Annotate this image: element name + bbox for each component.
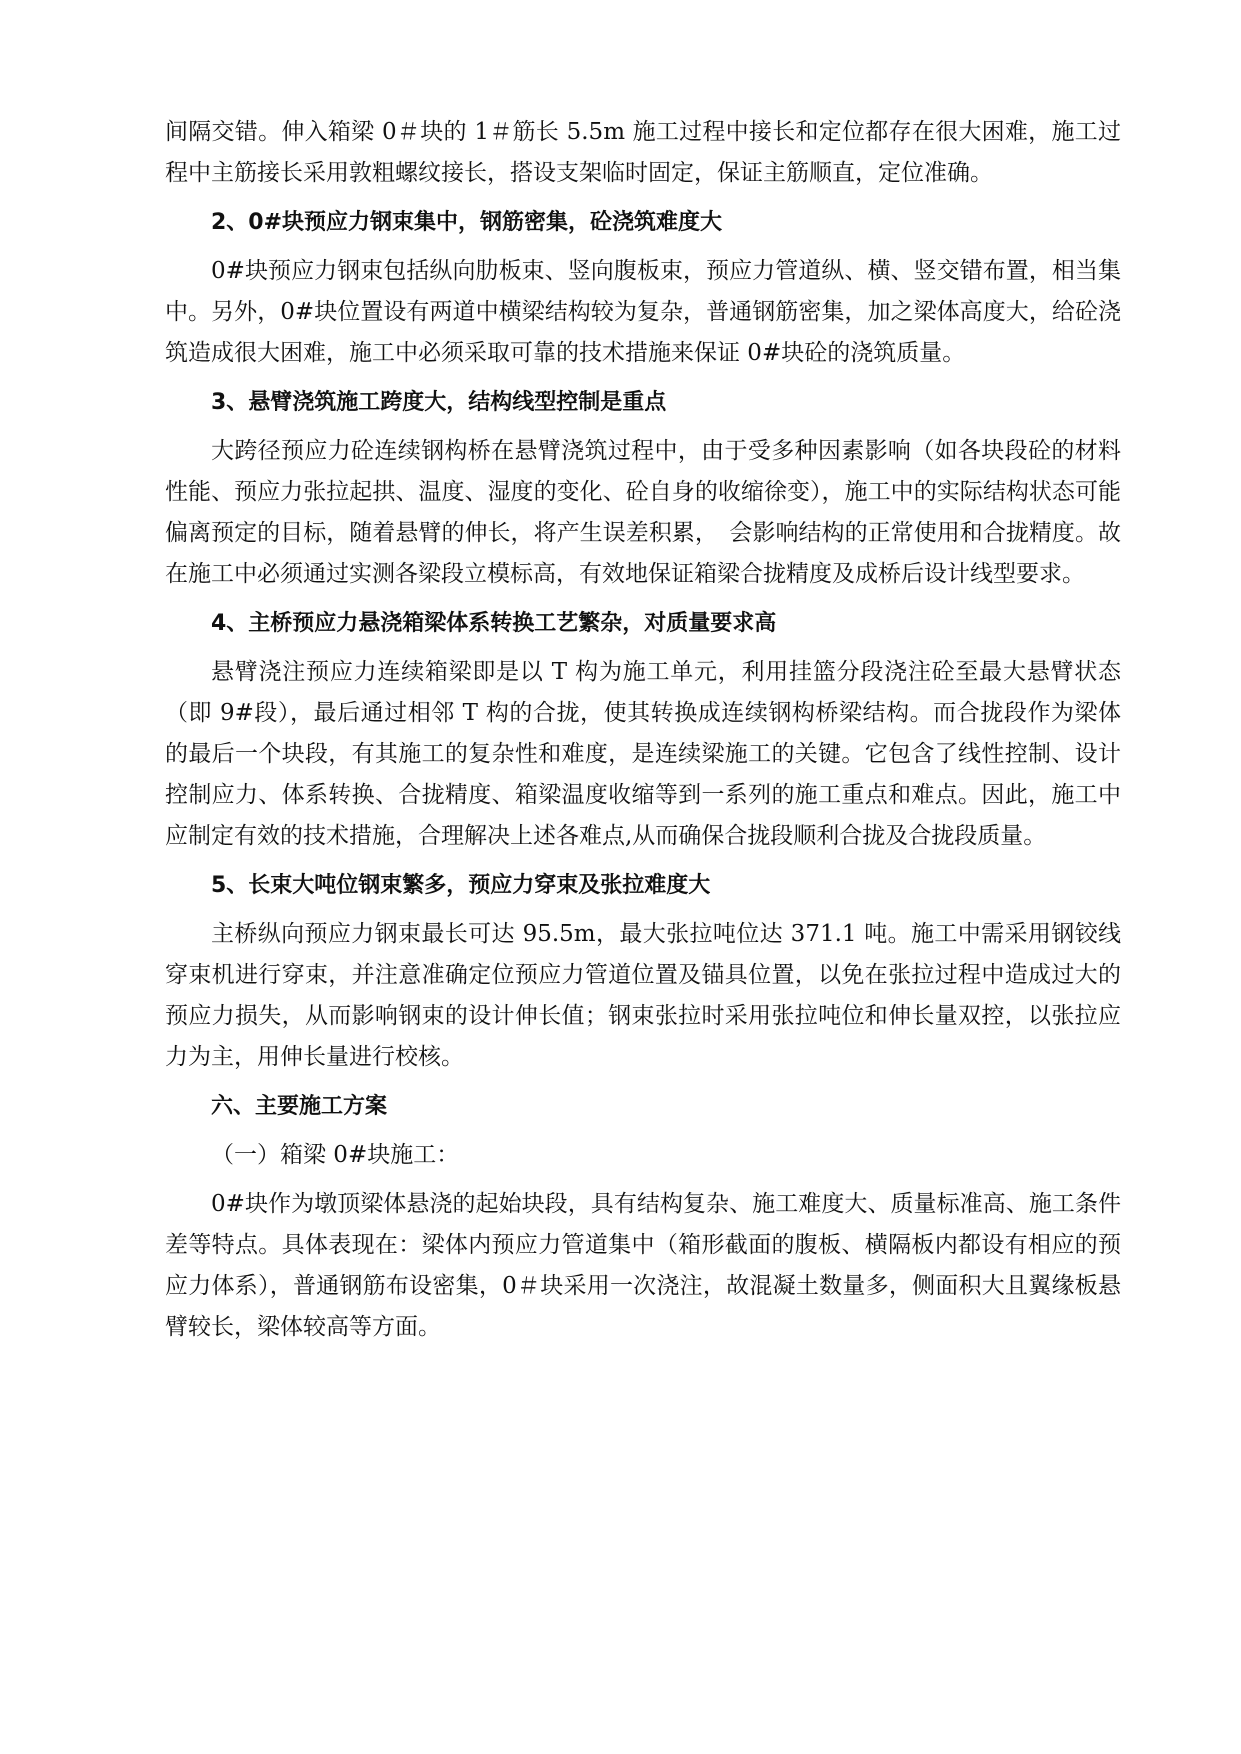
- paragraph-block-0-construction: 0#块作为墩顶梁体悬浇的起始块段，具有结构复杂、施工难度大、质量标准高、施工条件差等特点。具体表现在：梁体内预应力管道集中（箱形截面的腹板、横隔板内都设有相应的预应力体系），普通钢筋布设密集，0＃块采用一次浇注，故混凝土数量多，侧面积大且翼缘板悬臂较长，梁体较高等方面。: [165, 1191, 1121, 1340]
- paragraph-section-5: 主桥纵向预应力钢束最长可达 95.5m，最大张拉吨位达 371.1 吨。施工中需采用钢铰线穿束机进行穿束，并注意准确定位预应力管道位置及锚具位置，以免在张拉过程中造成过大的预应力损失，从而影响钢束的设计伸长值；钢束张拉时采用张拉吨位和伸长量双控，以张拉应力为主，用伸长量进行校核。: [165, 921, 1121, 1070]
- heading-section-5: 5、长束大吨位钢束繁多，预应力穿束及张拉难度大: [211, 873, 711, 898]
- paragraph-section-4: 悬臂浇注预应力连续箱梁即是以 T 构为施工单元，利用挂篮分段浇注砼至最大悬臂状态（即 9#段），最后通过相邻 T 构的合拢，使其转换成连续钢构桥梁结构。而合拢段作为梁体的最后一个块段，有其施工的复杂性和难度，是连续梁施工的关键。它包含了线性控制、设计控制应力、体系转换、合拢精度、箱梁温度收缩等到一系列的施工重点和难点。因此，施工中应制定有效的技术措施，合理解决上述各难点,从而确保合拢段顺利合拢及合拢段质量。: [165, 659, 1121, 849]
- subheading-box-girder-block-0: （一）箱梁 0#块施工：: [211, 1142, 460, 1168]
- heading-section-4: 4、主桥预应力悬浇箱梁体系转换工艺繁杂，对质量要求高: [211, 611, 777, 636]
- paragraph-continued: 间隔交错。伸入箱梁 0＃块的 1＃筋长 5.5m 施工过程中接长和定位都存在很大困难，施工过程中主筋接长采用敦粗螺纹接长，搭设支架临时固定，保证主筋顺直，定位准确。: [165, 119, 1121, 186]
- heading-section-2: 2、0#块预应力钢束集中，钢筋密集，砼浇筑难度大: [211, 210, 723, 235]
- paragraph-section-2: 0#块预应力钢束包括纵向肋板束、竖向腹板束，预应力管道纵、横、竖交错布置，相当集中。另外，0#块位置设有两道中横梁结构较为复杂，普通钢筋密集，加之梁体高度大，给砼浇筑造成很大困难，施工中必须采取可靠的技术措施来保证 0#块砼的浇筑质量。: [165, 258, 1121, 366]
- document-body: [165, 112, 1121, 1348]
- heading-section-3: 3、悬臂浇筑施工跨度大，结构线型控制是重点: [211, 390, 667, 415]
- heading-chapter-6: 六、主要施工方案: [211, 1094, 388, 1119]
- paragraph-section-3: 大跨径预应力砼连续钢构桥在悬臂浇筑过程中，由于受多种因素影响（如各块段砼的材料性能、预应力张拉起拱、温度、湿度的变化、砼自身的收缩徐变），施工中的实际结构状态可能偏离预定的目标，随着悬臂的伸长，将产生误差积累， 会影响结构的正常使用和合拢精度。故在施工中必须通过实测各梁段立模标高，有效地保证箱梁合拢精度及成桥后设计线型要求。: [165, 438, 1121, 587]
